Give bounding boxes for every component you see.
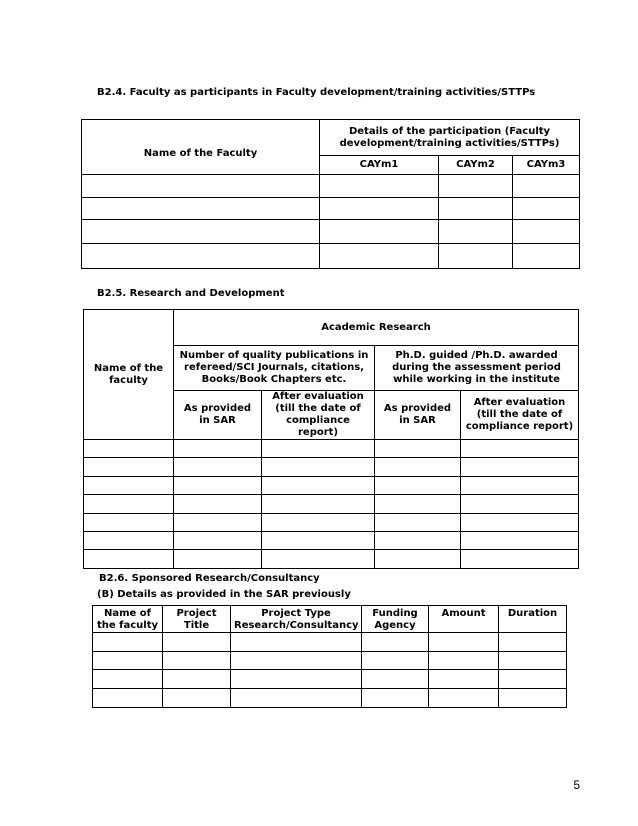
sponsored-research-table [92,605,567,708]
col-name-of-faculty: Name of the faculty [84,310,174,440]
col-project-type: Project Type Research/Consultancy [231,606,362,633]
col-phd-guided: Ph.D. guided /Ph.D. awarded during the assessment period while working in the institute [375,346,579,391]
col-participation-details: Details of the participation (Faculty development/training activities/STTPs) [320,120,580,156]
table-row [84,550,579,569]
research-development-table [83,309,579,569]
table-row [84,514,579,532]
col-caym1: CAYm1 [320,156,439,175]
table-row [84,440,579,458]
table-row [82,244,580,269]
table-row [84,495,579,514]
col-caym2: CAYm2 [439,156,513,175]
table-row [82,175,580,198]
table-row [93,652,567,670]
col-name-of-faculty: Name of the Faculty [82,120,320,175]
page-number: 5 [573,778,580,792]
table-row [82,220,580,244]
col-name-of-faculty: Name of the faculty [93,606,163,633]
section-heading-b24: B2.4. Faculty as participants in Faculty development/training activities/STTPs [97,87,536,98]
col-pub-after-evaluation: After evaluation (till the date of compliance report) [262,391,375,440]
table-row [93,670,567,689]
section-heading-b26: B2.6. Sponsored Research/Consultancy [99,573,320,584]
col-caym3: CAYm3 [513,156,580,175]
table-row [82,198,580,220]
faculty-development-table [81,119,580,269]
col-duration: Duration [499,606,567,633]
col-project-title: Project Title [163,606,231,633]
table-row [93,689,567,708]
section-heading-b25: B2.5. Research and Development [97,288,285,299]
table-row [84,532,579,550]
col-phd-as-provided-sar: As provided in SAR [375,391,461,440]
col-phd-after-evaluation: After evaluation (till the date of compliance report) [461,391,579,440]
section-subheading-b26: (B) Details as provided in the SAR previously [97,589,351,600]
col-amount: Amount [429,606,499,633]
table-row [84,458,579,477]
col-funding-agency: Funding Agency [362,606,429,633]
table-row [93,633,567,652]
table-row [84,477,579,495]
col-academic-research: Academic Research [174,310,579,346]
col-quality-publications: Number of quality publications in refereed/SCI Journals, citations, Books/Book Chapters etc. [174,346,375,391]
col-pub-as-provided-sar: As provided in SAR [174,391,262,440]
